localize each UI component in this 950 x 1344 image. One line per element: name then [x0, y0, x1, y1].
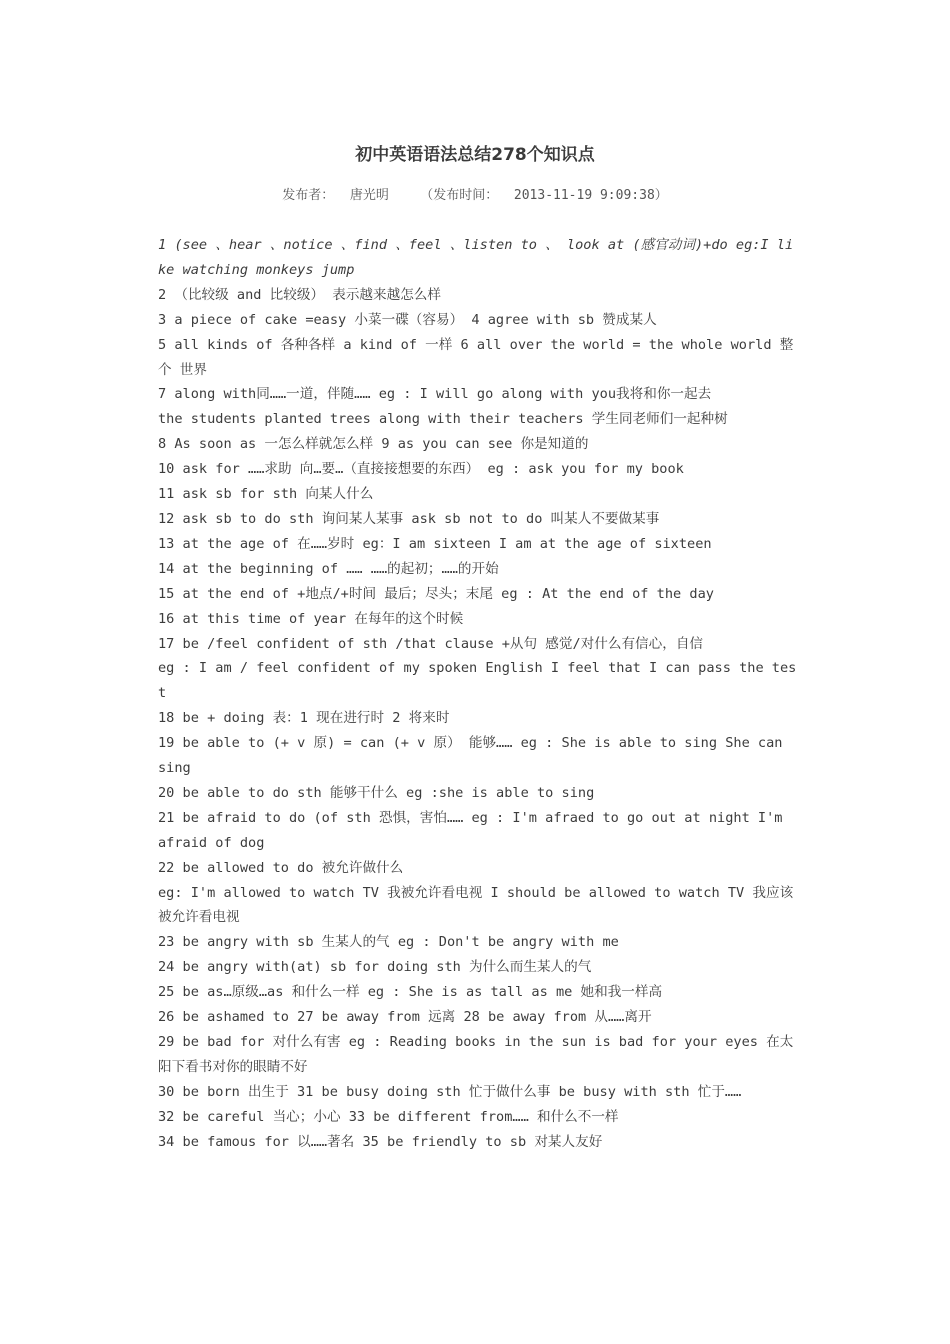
content-line: 11 ask sb for sth 向某人什么	[158, 486, 374, 503]
content-line: 1 (see 、hear 、notice 、find 、feel 、listen to 、 look at (感官动词)+do eg:I like watching monkeys jump	[158, 237, 794, 278]
content-line: 7 along with同……一道，伴随…… eg : I will go along with you我将和你一起去	[158, 386, 712, 403]
content-line: 29 be bad for 对什么有害 eg : Reading books in the sun is bad for your eyes 在太阳下看书对你的眼睛不好	[158, 1034, 794, 1075]
publish-time-label: （发布时间：	[420, 188, 499, 203]
content-line: 5 all kinds of 各种各样 a kind of 一样 6 all over the world = the whole world 整个 世界	[158, 336, 794, 378]
content-line: 24 be angry with(at) sb for doing sth 为什么而生某人的气	[158, 959, 592, 976]
content-line: the students planted trees along with their teachers 学生同老师们一起种树	[158, 411, 728, 428]
content-line: 17 be /feel confident of sth /that clause +从句 感觉/对什么有信心，自信	[158, 635, 704, 652]
content-line: 8 As soon as 一怎么样就怎么样 9 as you can see 你是知道的	[158, 436, 589, 453]
content-line: 2 （比较级 and 比较级） 表示越来越怎么样	[158, 286, 441, 303]
content-line: 30 be born 出生于 31 be busy doing sth 忙于做什么事 be busy with sth 忙于……	[158, 1083, 742, 1100]
document-body	[158, 233, 798, 1155]
document-meta	[0, 186, 950, 206]
content-line: 25 be as…原级…as 和什么一样 eg : She is as tall as me 她和我一样高	[158, 984, 663, 1001]
content-line: 23 be angry with sb 生某人的气 eg : Don't be angry with me	[158, 934, 619, 951]
publisher-name: 唐光明	[349, 188, 389, 203]
publisher-label: 发布者：	[282, 188, 335, 203]
content-line: eg : I am / feel confident of my spoken English I feel that I can pass the test	[158, 660, 797, 702]
content-line: 3 a piece of cake =easy 小菜一碟（容易） 4 agree with sb 赞成某人	[158, 311, 657, 328]
content-line: 20 be able to do sth 能够干什么 eg :she is able to sing	[158, 784, 595, 801]
content-line: 15 at the end of +地点/+时间 最后；尽头；末尾 eg : At the end of the day	[158, 585, 714, 602]
content-line: 22 be allowed to do 被允许做什么	[158, 859, 404, 876]
content-line: 19 be able to (+ v 原) = can (+ v 原） 能够…… eg : She is able to sing She can sing	[158, 735, 783, 777]
document-title: 初中英语语法总结278个知识点	[355, 145, 595, 165]
content-line: 10 ask for ……求助 向…要…（直接接想要的东西） eg : ask you for my book	[158, 461, 684, 478]
content-line: 21 be afraid to do (of sth 恐惧，害怕…… eg : I'm afraed to go out at night I'm afraid of dog	[158, 809, 783, 851]
publish-time: 2013-11-19 9:09:38）	[513, 188, 668, 203]
content-line: 14 at the beginning of …… ……的起初；……的开始	[158, 560, 499, 577]
content-line: 32 be careful 当心；小心 33 be different from…… 和什么不一样	[158, 1108, 619, 1125]
content-line: 34 be famous for 以……著名 35 be friendly to sb 对某人友好	[158, 1133, 603, 1150]
content-line: 26 be ashamed to 27 be away from 远离 28 be away from 从……离开	[158, 1009, 652, 1026]
content-line: 16 at this time of year 在每年的这个时候	[158, 610, 464, 627]
content-line: eg: I'm allowed to watch TV 我被允许看电视 I should be allowed to watch TV 我应该被允许看电视	[158, 884, 794, 926]
content-line: 13 at the age of 在……岁时 eg：I am sixteen I am at the age of sixteen	[158, 535, 712, 552]
content-line: 12 ask sb to do sth 询问某人某事 ask sb not to do 叫某人不要做某事	[158, 510, 660, 527]
content-line: 18 be + doing 表：1 现在进行时 2 将来时	[158, 710, 450, 727]
